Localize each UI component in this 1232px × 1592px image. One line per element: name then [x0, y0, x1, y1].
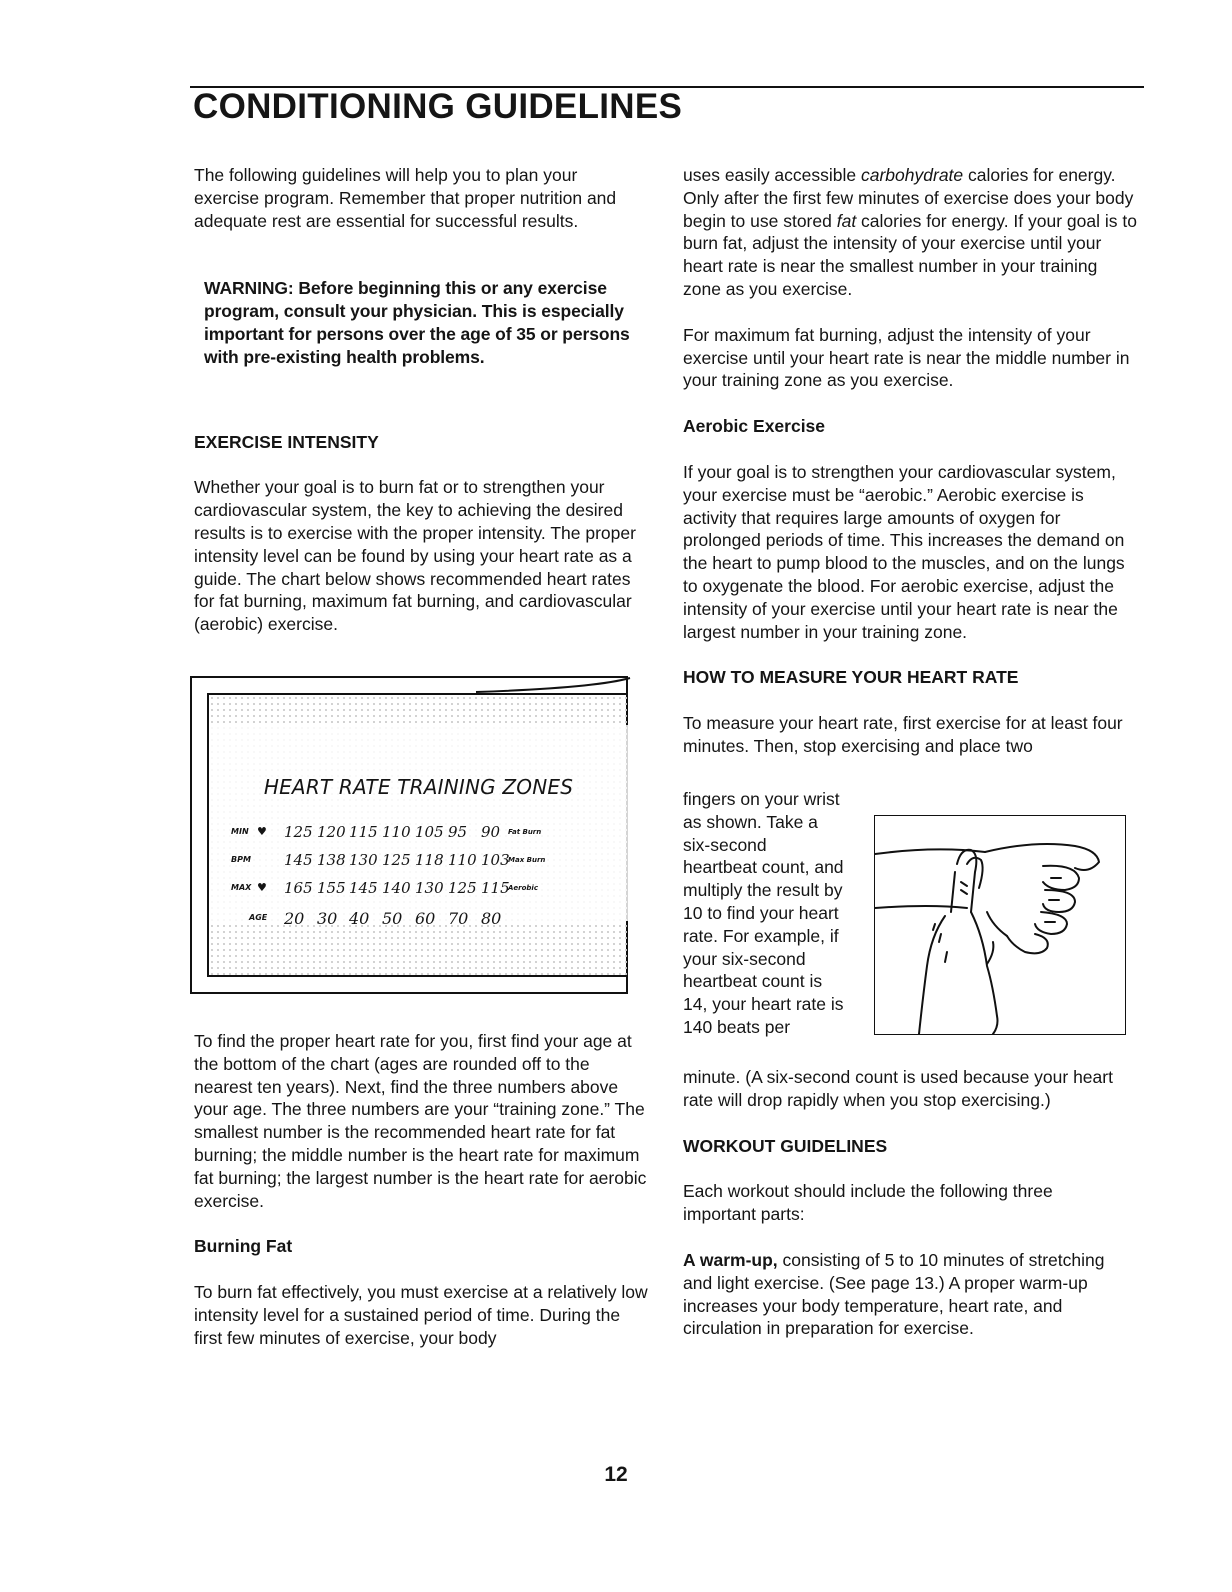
chart-value: 110	[382, 823, 411, 841]
chart-zone-label: Max Burn	[508, 856, 546, 864]
chart-row-label: BPM	[231, 855, 251, 864]
chart-age-label: AGE	[249, 913, 268, 922]
exercise-intensity-heading: EXERCISE INTENSITY	[194, 431, 379, 452]
chart-value: 120	[317, 823, 346, 841]
fat-continued-text-c: calories for energy. If your goal is to burn fat, adjust the intensity of your exercise until your heart rate is near the smallest number in your training zone as you exercise.	[683, 210, 1137, 299]
chart-row-min	[209, 823, 628, 849]
chart-value: 115	[349, 823, 378, 841]
chart-row-age	[209, 909, 628, 935]
chart-value: 138	[317, 851, 346, 869]
page-number: 12	[604, 1463, 628, 1486]
exercise-intensity-paragraph: Whether your goal is to burn fat or to strengthen your cardiovascular system, the key to achieving the desired results is to exercise with the proper intensity. The proper intensity level can be found by using your heart rate as a guide. The chart below shows recommended heart rates for fat burning, maximum fat burning, and cardiovascular (aerobic) exercise.	[194, 477, 636, 635]
warm-up-paragraph	[683, 1249, 1138, 1340]
chart-value: 118	[415, 851, 444, 869]
chart-value: 110	[448, 851, 477, 869]
left-column-lower	[194, 1030, 654, 1350]
hand-on-wrist-icon	[875, 816, 1125, 1034]
workout-guidelines-paragraph: Each workout should include the following three important parts:	[683, 1181, 1053, 1225]
chart-age-value: 40	[349, 909, 370, 928]
chart-age-value: 80	[481, 909, 502, 928]
intro-paragraph: The following guidelines will help you to plan your exercise program. Remember that proper nutrition and adequate rest are essential for successful results.	[194, 165, 617, 231]
chart-value: 145	[284, 851, 313, 869]
chart-value: 140	[382, 879, 411, 897]
left-column	[194, 164, 654, 636]
warning-paragraph: WARNING: Before beginning this or any exercise program, consult your physician. This is especially important for persons over the age of 35 or persons with pre-existing health problems.	[204, 278, 630, 367]
chart-value: 125	[382, 851, 411, 869]
right-column	[683, 164, 1143, 758]
fat-continued-text-a: uses easily accessible	[683, 165, 861, 185]
chart-value: 130	[349, 851, 378, 869]
page-title: CONDITIONING GUIDELINES	[193, 87, 683, 126]
chart-value: 115	[481, 879, 510, 897]
chart-value: 130	[415, 879, 444, 897]
chart-value: 165	[284, 879, 313, 897]
chart-row-label: MAX	[231, 883, 252, 892]
heart-icon: ♥	[257, 825, 267, 838]
measure-heart-rate-end: minute. (A six-second count is used because your heart rate will drop rapidly when you stop exercising.)	[683, 1067, 1113, 1110]
chart-row-max	[209, 879, 628, 905]
fat-word: fat	[836, 210, 857, 231]
measure-heart-rate-intro: To measure your heart rate, first exercise for at least four minutes. Then, stop exercising and place two	[683, 713, 1123, 756]
measure-wrap-text: fingers on your wrist as shown. Take a six-second heartbeat count, and multiply the result by 10 to find your heart rate. For example, if your six-second heartbeat count is 14, your heart rate is 140 beats per	[683, 789, 844, 1037]
burning-fat-paragraph: To burn fat effectively, you must exercise at a relatively low intensity level for a sustained period of time. During the first few minutes of exercise, your body	[194, 1282, 648, 1348]
chart-value: 105	[415, 823, 444, 841]
chart-row-bpm	[209, 851, 628, 877]
chart-value: 145	[349, 879, 378, 897]
chart-value: 125	[284, 823, 313, 841]
burning-fat-heading: Burning Fat	[194, 1236, 293, 1257]
aerobic-exercise-paragraph: If your goal is to strengthen your cardiovascular system, your exercise must be “aerobic.” Aerobic exercise is activity that requires large amounts of oxygen for prolonged periods of time. This increases the demand on the heart to pump blood to the muscles, and on the lungs to oxygenate the blood. For aerobic exercise, adjust the intensity of your exercise until your heart rate is near the largest number in your training zone.	[683, 461, 1125, 642]
warm-up-label: A warm-up,	[683, 1249, 778, 1270]
chart-inner-panel	[207, 693, 628, 977]
right-column-lower	[683, 1066, 1143, 1340]
chart-zone-label: Fat Burn	[508, 828, 542, 836]
aerobic-exercise-heading: Aerobic Exercise	[683, 416, 826, 437]
chart-age-value: 30	[317, 909, 338, 928]
chart-zone-label: Aerobic	[508, 884, 538, 892]
chart-age-value: 50	[382, 909, 403, 928]
chart-age-value: 60	[415, 909, 436, 928]
fat-continued-text-b: calories for energy. Only after the first few minutes of exercise does your body begin to use stored	[683, 165, 1134, 231]
fat-continued-paragraph	[683, 164, 1138, 301]
wrist-pulse-illustration	[874, 815, 1126, 1035]
chart-value: 95	[448, 823, 468, 841]
warm-up-text: consisting of 5 to 10 minutes of stretching and light exercise. (See page 13.) A proper warm-up increases your body temperature, heart rate, and circulation in preparation for exercise.	[683, 1249, 1105, 1339]
chart-age-value: 20	[284, 909, 305, 928]
chart-title: HEART RATE TRAINING ZONES	[263, 775, 574, 799]
heart-rate-chart	[190, 676, 628, 994]
carbohydrate-word: carbohydrate	[861, 165, 964, 185]
chart-value: 90	[481, 823, 501, 841]
chart-row-label: MIN	[231, 827, 249, 836]
chart-age-value: 70	[448, 909, 469, 928]
measure-heart-rate-heading: HOW TO MEASURE YOUR HEART RATE	[683, 667, 1019, 688]
chart-value: 125	[448, 879, 477, 897]
find-heart-rate-paragraph: To find the proper heart rate for you, first find your age at the bottom of the chart (ages are rounded off to the nearest ten years). Next, find the three numbers above your age. The three numbers are your “training zone.” The smallest number is the recommended heart rate for fat burning; the middle number is the heart rate for maximum fat burning; the largest number is the heart rate for aerobic exercise.	[194, 1031, 647, 1211]
chart-value: 103	[481, 851, 510, 869]
max-fat-burning-paragraph: For maximum fat burning, adjust the intensity of your exercise until your heart rate is near the middle number in your training zone as you exercise.	[683, 324, 1130, 391]
heart-icon: ♥	[257, 881, 267, 894]
workout-guidelines-heading: WORKOUT GUIDELINES	[683, 1135, 888, 1156]
chart-value: 155	[317, 879, 346, 897]
